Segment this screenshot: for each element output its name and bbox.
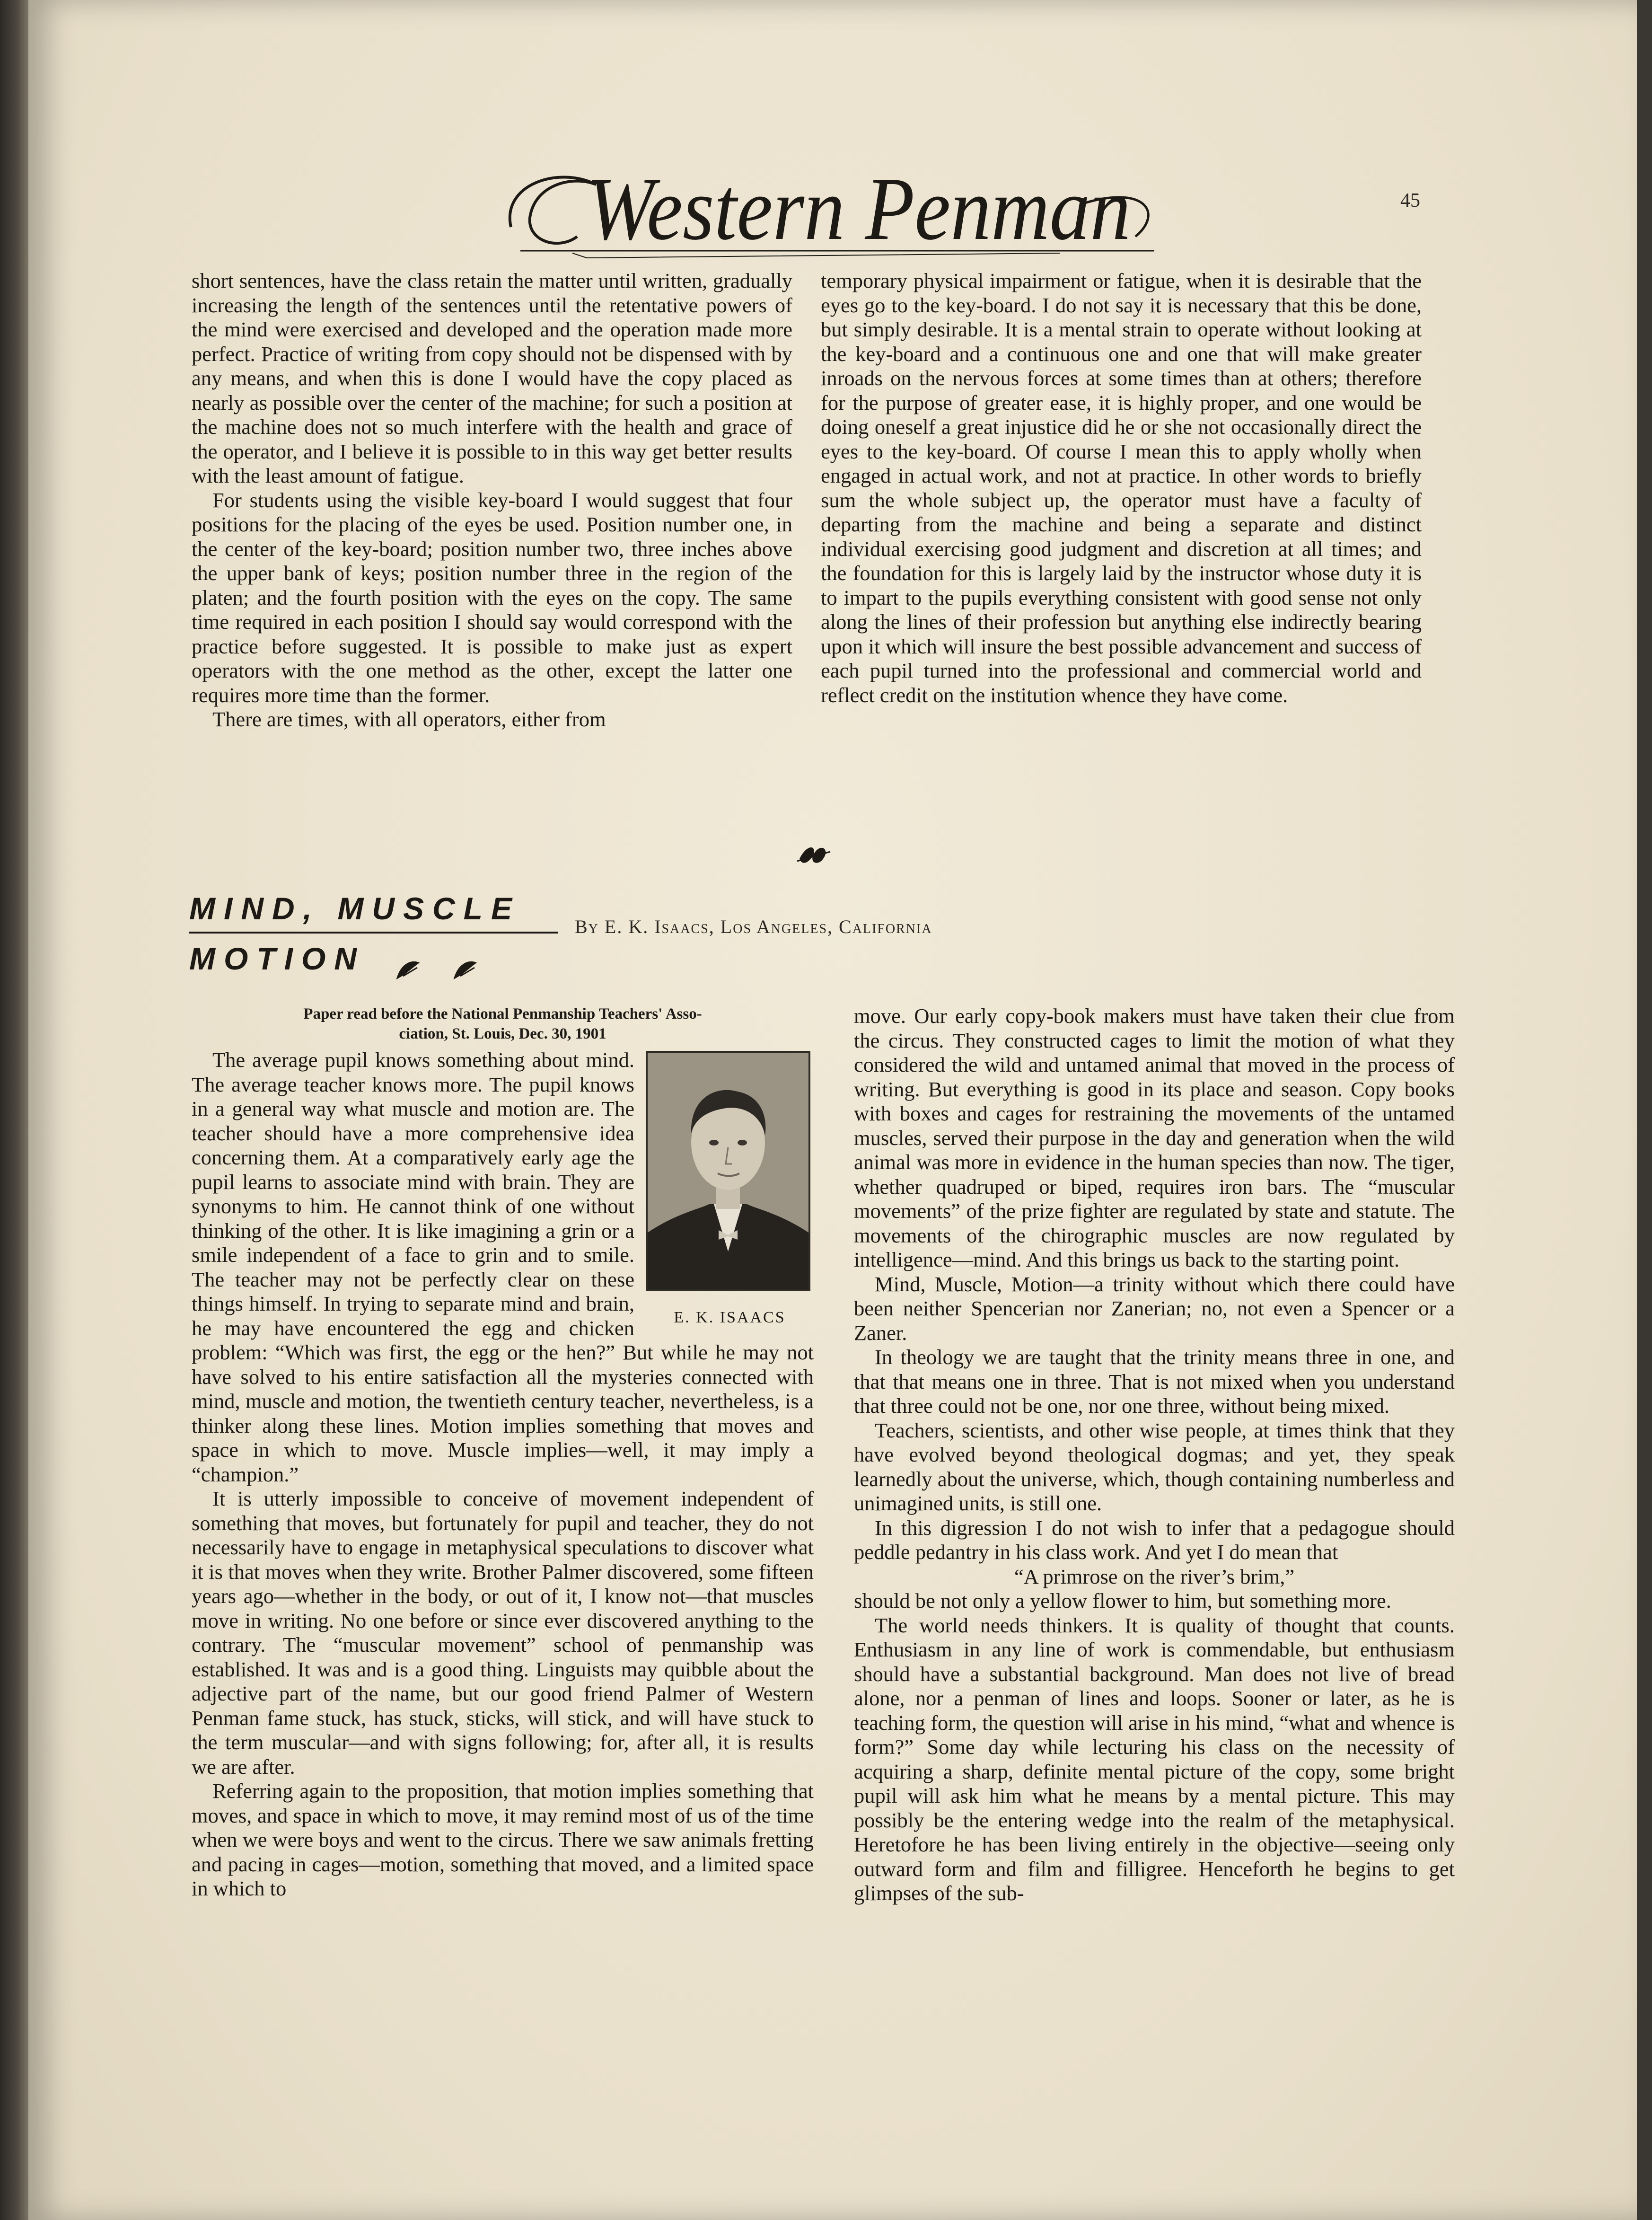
paragraph: It is utterly impossible to conceive of movement independent of something that moves, but fortunately for pupil and teacher, they do not necessarily have to engage in metaphysical speculations to discover what it is that moves when they write. Brother Palmer discovered, some fifteen years ago—whether in the body, or out of it, I know not—that muscles move in writing. No one before or since ever discovered anything to the contrary. The “muscular movement” school of penmanship was established. It was and is a good thing. Linguists may quibble about the adjective part of the name, but our good friend Palmer of Western Penman fame stuck, has stuck, sticks, will stick, and will have stuck to the term muscular—and with signs following; for, after all, it is results we are after. — [192, 1487, 814, 1779]
fleuron-icon — [451, 950, 479, 973]
paragraph: In theology we are taught that the trinity means three in one, and that that means one in three. That is not mixed when you understand that three could not be one, nor one three, without being mixed. — [854, 1345, 1455, 1418]
paragraph: should be not only a yellow flower to him, but something more. — [854, 1589, 1391, 1612]
paragraph: short sentences, have the class retain the matter until written, gradually increasing the length of the sentences until the retentative powers of the mind were exercised and developed and the operation made more perfect. Practice of writing from copy should not be dispensed with by any means, and when this is done I would have the copy placed as nearly as possible over the center of the machine; for such a position at the machine does not so much interfere with the health and grace of the operator, and I believe it is possible to in this way get better results with the least amount of fatigue. — [192, 269, 792, 487]
article-note-line-1: Paper read before the National Penmanship Teachers' Asso- — [303, 1005, 702, 1022]
article-left-column — [192, 1048, 814, 1901]
paragraph: Referring again to the proposition, that motion implies something that moves, and space in which to move, it may remind most of us of the time when we were boys and went to the circus. There we saw animals fretting and pacing in cages—motion, something that moved, and a limited space in which to — [192, 1779, 814, 1900]
article-right-column — [854, 1004, 1455, 1906]
quoted-verse: “A primrose on the river’s brim,” — [1014, 1564, 1295, 1588]
masthead-logo — [492, 156, 1173, 265]
paragraph: The average pupil knows something about mind. The average teacher knows more. The pupil knows in a general way what muscle and motion are. The teacher should have a more comprehensive idea concerning them. At a comparatively early age the pupil learns to associate mind with brain. They are synonyms to him. He cannot think of one without thinking of the other. It is like imagining a grin or a smile independent of a face to grin and to smile. The teacher may not be perfectly clear on these things himself. In trying to separate mind and brain, he may have encountered the egg and chicken problem: “Which was first, the egg or the hen?” But while he may not have solved to his entire satisfaction all the mysteries connected with mind, muscle and motion, the twentieth century teacher, nevertheless, is a thinker along these lines. Motion implies something that moves and space in which to move. Muscle implies—well, it may imply a “champion.” — [192, 1048, 814, 1486]
paragraph: For students using the visible key-board I would suggest that four positions for the placing of the eyes be used. Position number one, in the center of the key-board; position number two, three inches above the upper bank of keys; position number three in the region of the platen; and the fourth position with the eyes on the copy. The same time required in each position I should say would correspond with the practice before suggested. It is possible to make just as expert operators with the one method as the other, except the latter one requires more time than the former. — [192, 488, 792, 707]
magazine-page — [28, 0, 1637, 2220]
article-note-line-2: ciation, St. Louis, Dec. 30, 1901 — [399, 1025, 606, 1042]
article-title — [189, 887, 558, 980]
paragraph: The world needs thinkers. It is quality of thought that counts. Enthusiasm in any line of work is commendable, but enthusiasm should have a substantial background. Man does not live of bread alone, nor a penman of lines and loops. Sooner or later, as he is teaching form, the question will arise in his mind, “what and whence is form?” Some day while lecturing his class on the necessity of acquiring a sharp, definite mental picture of the copy, some bright pupil will ask him what he means by a mental picture. This may possibly be the entering wedge into the realm of the metaphysical. Heretofore he has been living entirely in the objective—seeing only outward form and film and filligree. Henceforth he begins to get glimpses of the sub- — [854, 1613, 1455, 1905]
paragraph: move. Our early copy-book makers must have taken their clue from the circus. They constructed cages to limit the motion of what they considered the wild and untamed animal that moved in the process of writing. But everything is good in its place and season. Copy books with boxes and cages for restraining the movements of the untamed muscles, served their purpose in the day and generation when the wild animal was more in evidence in the human species than now. The tiger, whether quadruped or biped, requires iron bars. The “muscular movements” of the prize fighter are regulated by state and statute. The movements of the chirographic muscles are now regulated by intelligence—mind. And this brings us back to the starting point. — [854, 1004, 1455, 1271]
paragraph: Teachers, scientists, and other wise people, at times think that they have evolved beyond theological dogmas; and yet, they speak learnedly about the universe, which, though containing numberless and unimagined units, is still one. — [854, 1418, 1455, 1515]
paragraph: temporary physical impairment or fatigue, when it is desirable that the eyes go to the key-board. I do not say it is necessary that this be done, but simply desirable. It is a mental strain to operate without looking at the key-board and a continuous one and one that will make greater inroads on the nervous forces at some times than at others; therefore for the purpose of greater ease, it is highly proper, and one would be doing oneself a great injustice did he or she not occasionally direct the eyes to the key-board. Of course I mean this to apply wholly when engaged in actual work, and not at practice. In other words to briefly sum the whole subject up, the operator must have a faculty of departing from the machine and being a separate and distinct individual exercising good judgment and discretion at all times; and the foundation for this is largely laid by the instructor whose duty it is to impart to the pupils everything consistent with good sense not only along the lines of their profession but anything else indirectly bearing upon it which will insure the best possible advancement and success of each pupil turned into the professional and commercial world and reflect credit on the institution whence they have come. — [821, 269, 1422, 707]
author-photo-frame — [646, 1051, 814, 1332]
author-portrait — [646, 1051, 810, 1291]
paragraph: There are times, with all operators, either from — [212, 707, 606, 731]
section-ornament-icon — [795, 840, 833, 868]
byline: By E. K. Isaacs, Los Angeles, California — [575, 916, 932, 937]
top-left-column — [192, 269, 792, 732]
article-title-line-2: MOTION — [189, 941, 365, 976]
paragraph: In this digression I do not wish to infer that a pedagogue should peddle pedantry in his class work. And yet I do mean that — [854, 1515, 1455, 1564]
masthead-title: Western Penman — [587, 159, 1131, 259]
paragraph: Mind, Muscle, Motion—a trinity without which there could have been neither Spencerian nor Zanerian; no, not even a Spencer or a Zaner. — [854, 1272, 1455, 1345]
page-number: 45 — [1400, 190, 1420, 211]
article-note — [192, 1004, 814, 1044]
photo-caption: E. K. ISAACS — [674, 1309, 786, 1326]
book-spine-shadow — [0, 0, 28, 2220]
fleuron-icon — [394, 950, 422, 973]
article-title-line-1: MIND, MUSCLE — [189, 887, 558, 934]
top-right-column — [821, 269, 1422, 707]
